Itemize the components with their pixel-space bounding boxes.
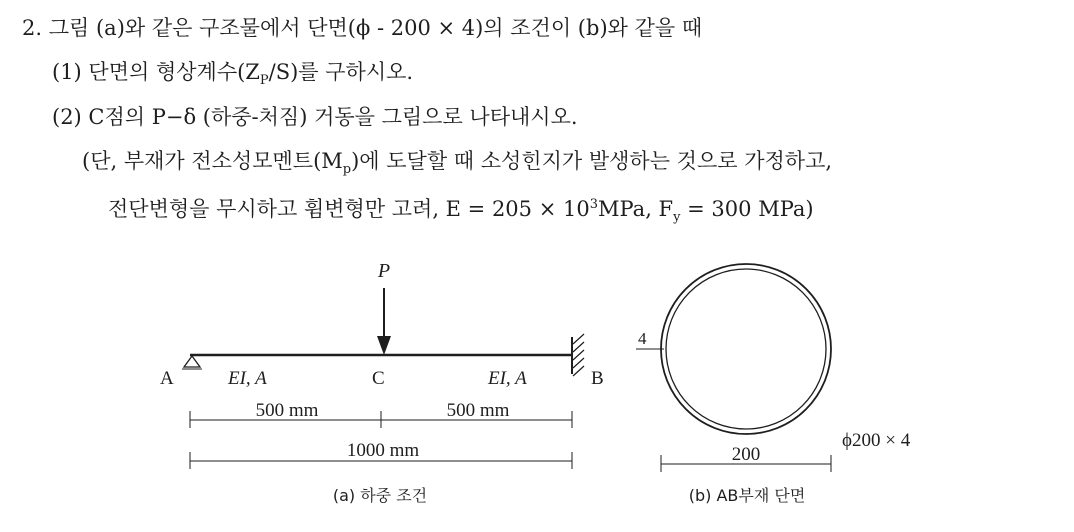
problem-number: 2. bbox=[22, 16, 43, 40]
note1-b: )에 도달할 때 소성힌지가 발생하는 것으로 가정하고, bbox=[351, 149, 833, 173]
tube-inner-circle bbox=[666, 269, 826, 429]
note1-subscript: p bbox=[342, 162, 352, 178]
figure-a-caption: (a) 하중 조건 bbox=[332, 486, 428, 505]
q1-subscript: P bbox=[259, 73, 269, 89]
note1-a: (단, 부재가 전소성모멘트(M bbox=[82, 149, 343, 173]
load-arrow-head bbox=[377, 336, 391, 355]
point-c-label: C bbox=[372, 368, 385, 389]
note2-c: = 300 MPa) bbox=[680, 197, 814, 221]
support-b-label: B bbox=[591, 368, 604, 389]
support-a-label: A bbox=[160, 368, 174, 389]
note2-subscript: y bbox=[673, 210, 681, 226]
left-stiffness-label: EI, A bbox=[228, 368, 267, 389]
dim-right-label: 500 mm bbox=[446, 400, 510, 421]
note2-b: MPa, F bbox=[597, 197, 674, 221]
thickness-label: 4 bbox=[638, 329, 647, 348]
note2-a: 전단변형을 무시하고 휨변형만 고려, E = 205 × 10 bbox=[108, 197, 590, 221]
diameter-label: 200 bbox=[731, 444, 761, 465]
load-label: P bbox=[377, 260, 391, 282]
figure-b-caption: (b) AB부재 단면 bbox=[688, 486, 806, 505]
question-2: (2) C점의 P−δ (하중-처짐) 거동을 그림으로 나타내시오. bbox=[52, 105, 578, 129]
q1-tail: /S)를 구하시오. bbox=[268, 60, 414, 84]
q1-text: (1) 단면의 형상계수(Z bbox=[52, 60, 260, 84]
dim-total-label: 1000 mm bbox=[346, 440, 420, 461]
section-size-label: ϕ200 × 4 bbox=[842, 430, 911, 451]
fixed-support-hatch-icon bbox=[573, 334, 584, 376]
statement-text: 그림 (a)와 같은 구조물에서 단면(ϕ - 200 × 4)의 조건이 (b)와 같을 때 bbox=[48, 16, 703, 40]
dimension-line-top bbox=[190, 411, 572, 428]
right-stiffness-label: EI, A bbox=[488, 368, 527, 389]
pin-support-icon bbox=[184, 356, 200, 367]
dim-left-label: 500 mm bbox=[255, 400, 319, 421]
tube-outer-circle bbox=[661, 264, 831, 434]
note2-superscript: 3 bbox=[589, 197, 598, 212]
